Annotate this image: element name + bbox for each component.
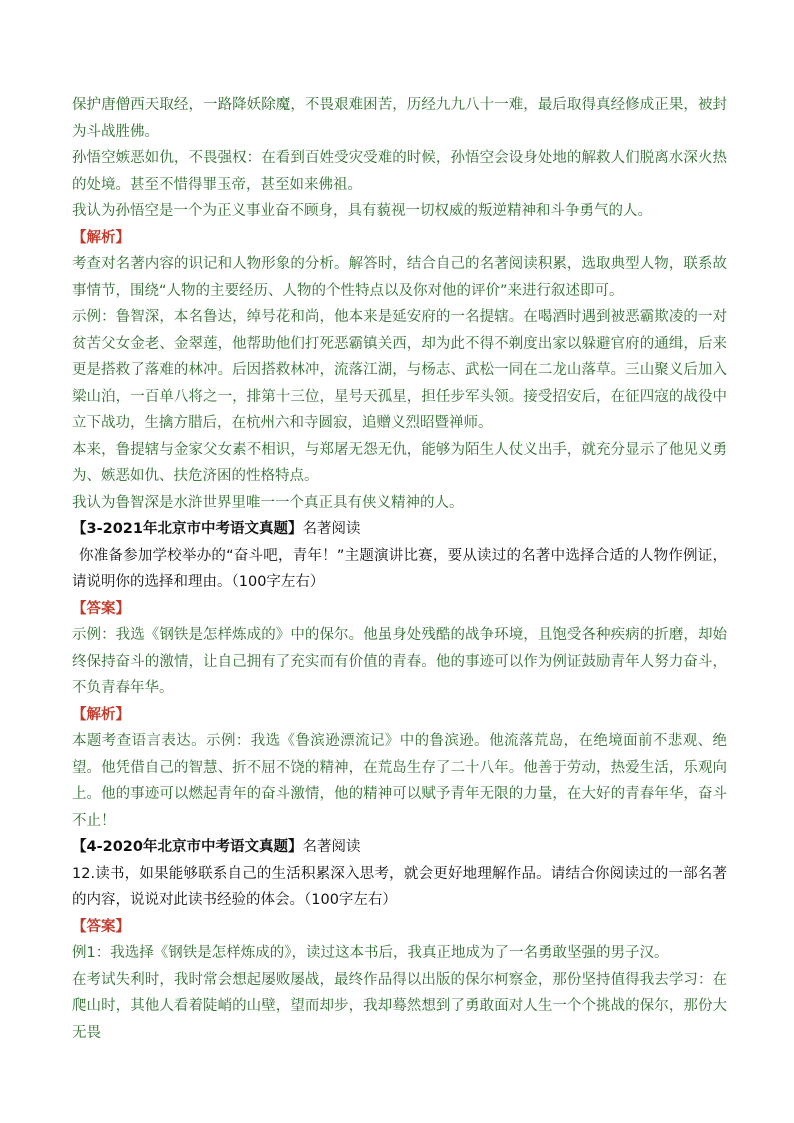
answer-label: 【答案】 (72, 600, 130, 617)
question-heading-title: 【4-2020年北京市中考语文真题】 (72, 839, 303, 855)
question-heading (72, 516, 727, 543)
question-text: 你准备参加学校举办的“奋斗吧，青年！”主题演讲比赛，要从读过的名著中选择合适的人物作例证，请说明你的选择和理由。（100字左右） (72, 547, 727, 590)
analysis-paragraph: 考查对名著内容的识记和人物形象的分析。解答时，结合自己的名著阅读积累，选取典型人物，联系故事情节，围绕“人物的主要经历、人物的个性特点以及你对他的评价”来进行叙述即可。 (72, 256, 727, 299)
question-heading-title: 【3-2021年北京市中考语文真题】 (72, 521, 303, 537)
answer-paragraph: 孙悟空嫉恶如仇，不畏强权：在看到百姓受灾受难的时候，孙悟空会设身处地的解救人们脱离水深火热的处境。甚至不惜得罪玉帝，甚至如来佛祖。 (72, 150, 727, 193)
answer-paragraph: 例1：我选择《钢铁是怎样炼成的》，读过这本书后，我真正地成为了一名勇敢坚强的男子汉。 (72, 945, 669, 961)
question-heading-suffix: 名著阅读 (302, 521, 361, 537)
analysis-paragraph: 我认为鲁智深是水浒世界里唯一一个真正具有侠义精神的人。 (72, 494, 464, 511)
answer-paragraph: 在考试失利时，我时常会想起屡败屡战，最终作品得以出版的保尔柯察金，那份坚持值得我去学习：在爬山时，其他人看着陡峭的山壁，望而却步，我却蓦然想到了勇敢面对人生一个个挑战的保尔，那份大无畏 (72, 971, 727, 1041)
analysis-label: 【解析】 (72, 229, 130, 246)
analysis-paragraph: 本题考查语言表达。示例：我选《鲁滨逊漂流记》中的鲁滨逊。他流落荒岛，在绝境面前不悲观、绝望。他凭借自己的智慧、折不屈不饶的精神，在荒岛生存了二十八年。他善于劳动，热爱生活，乐观向上。他的事迹可以燃起青年的奋斗激情，他的精神可以赋予青年无限的力量，在大好的青春年华，奋斗不止！ (72, 733, 727, 829)
question-heading-suffix: 名著阅读 (302, 839, 361, 855)
question-text: 12.读书，如果能够联系自己的生活积累深入思考，就会更好地理解作品。请结合你阅读过的一部名著的内容，说说对此读书经验的体会。（100字左右） (72, 865, 727, 908)
answer-paragraph: 示例：我选《钢铁是怎样炼成的》中的保尔。他虽身处残酷的战争环境，且饱受各种疾病的折磨，却始终保持奋斗的激情，让自己拥有了充实而有价值的青春。他的事迹可以作为例证鼓励青年人努力奋斗，不负青春年华。 (72, 627, 727, 696)
analysis-label: 【解析】 (72, 706, 130, 723)
answer-label: 【答案】 (72, 918, 130, 935)
question-heading (72, 834, 727, 861)
analysis-paragraph: 示例：鲁智深，本名鲁达，绰号花和尚，他本来是延安府的一名提辖。在喝酒时遇到被恶霸欺凌的一对贫苦父女金老、金翠莲，他帮助他们打死恶霸镇关西，却为此不得不剃度出家以躲避官府的通缉，后来更是搭救了落难的林冲。后因搭救林冲，流落江湖，与杨志、武松一同在二龙山落草。三山聚义后加入梁山泊，一百单八将之一，排第十三位，星号天孤星，担任步军头领。接受招安后，在征四寇的战役中立下战功，生擒方腊后，在杭州六和寺圆寂，追赠义烈昭暨禅师。 (72, 309, 727, 431)
answer-paragraph: 我认为孙悟空是一个为正义事业奋不顾身，具有藐视一切权威的叛逆精神和斗争勇气的人。 (72, 203, 652, 219)
document-body (72, 92, 727, 1046)
analysis-paragraph: 本来，鲁提辖与金家父女素不相识，与郑屠无怨无仇，能够为陌生人仗义出手，就充分显示了他见义勇为、嫉恶如仇、扶危济困的性格特点。 (72, 441, 727, 484)
answer-paragraph: 保护唐僧西天取经，一路降妖除魔，不畏艰难困苦，历经九九八十一难，最后取得真经修成正果，被封为斗战胜佛。 (72, 97, 727, 140)
